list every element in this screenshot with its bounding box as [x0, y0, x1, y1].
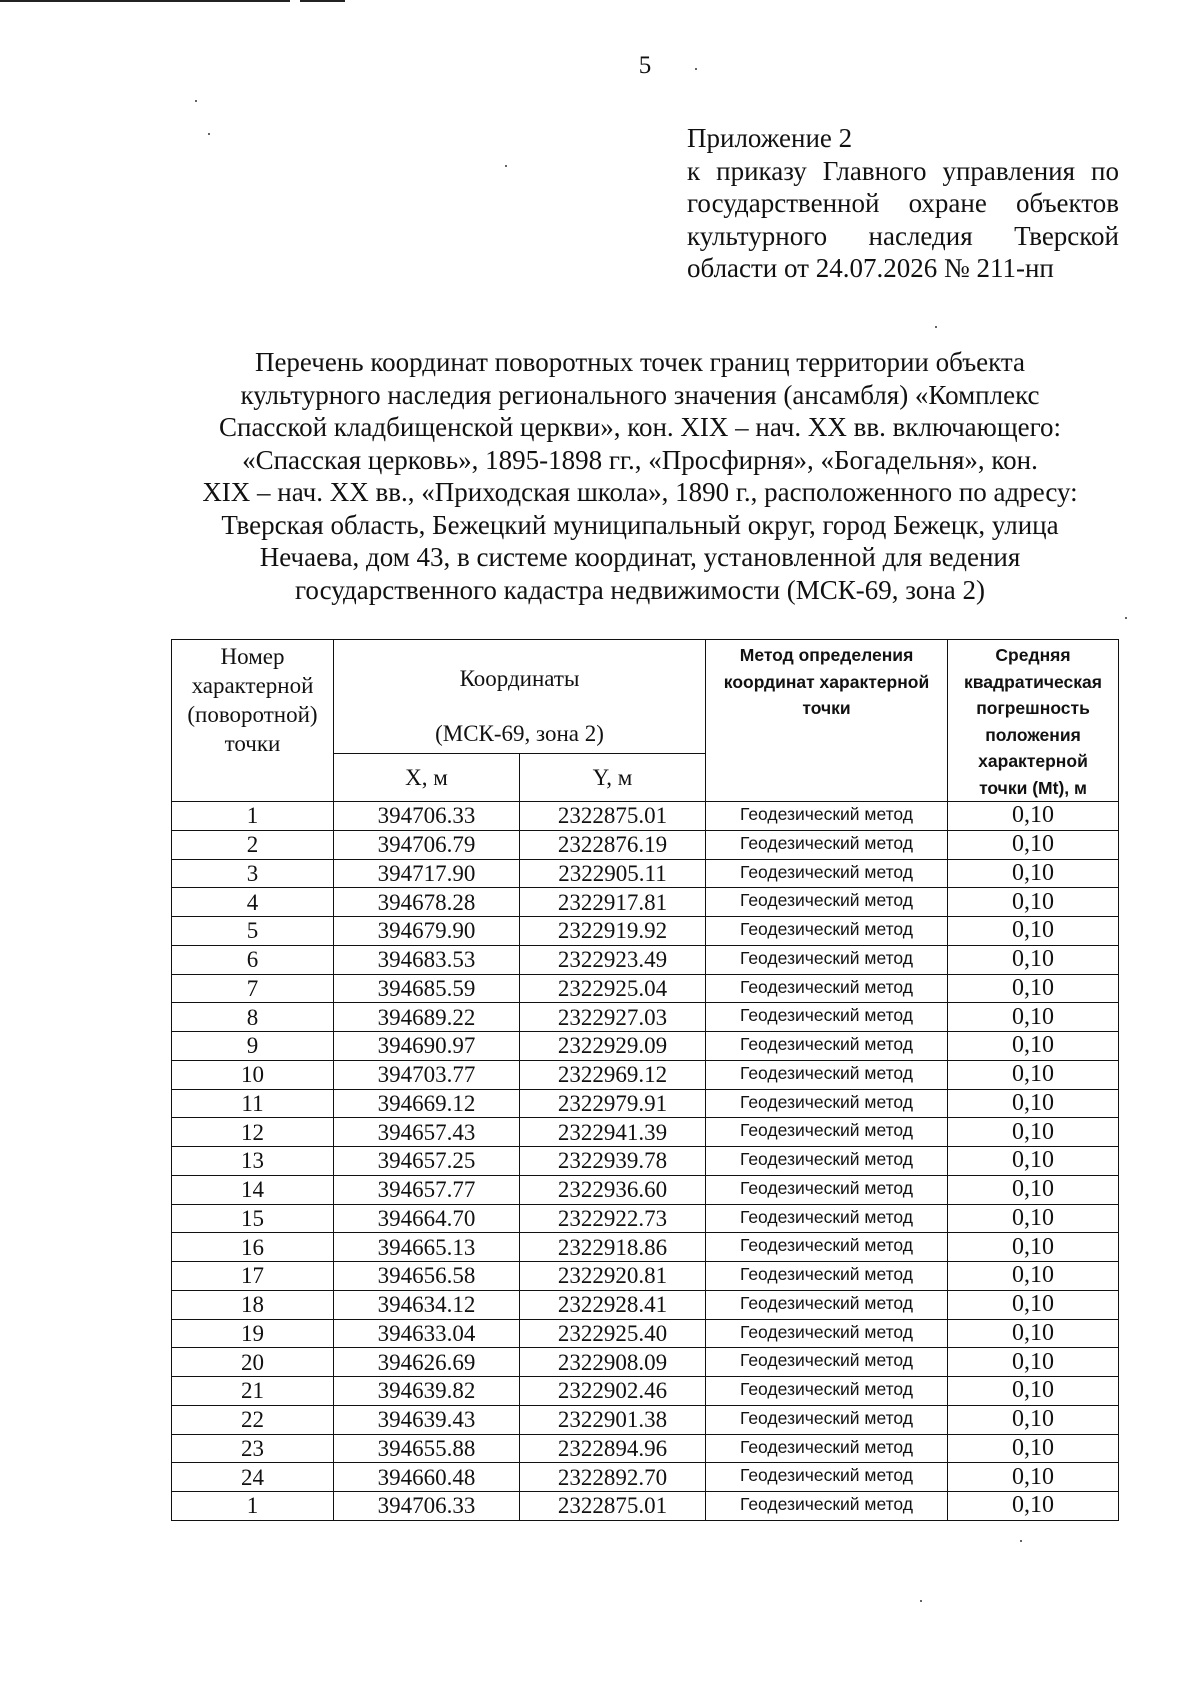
scan-speck	[1020, 1540, 1022, 1542]
table-row	[172, 1089, 1119, 1118]
cell-y: 2322892.70	[520, 1463, 706, 1492]
header-x: X, м	[334, 754, 520, 802]
cell-point-number: 4	[172, 888, 334, 917]
table-row	[172, 1262, 1119, 1291]
cell-method: Геодезический метод	[706, 1377, 948, 1406]
cell-point-number: 2	[172, 830, 334, 859]
cell-x: 394634.12	[334, 1290, 520, 1319]
cell-point-number: 6	[172, 945, 334, 974]
table-row	[172, 1492, 1119, 1521]
cell-error: 0,10	[948, 830, 1119, 859]
cell-error: 0,10	[948, 974, 1119, 1003]
page-number: 5	[638, 52, 652, 79]
table-row	[172, 1233, 1119, 1262]
cell-point-number: 14	[172, 1175, 334, 1204]
cell-error: 0,10	[948, 1032, 1119, 1061]
cell-error: 0,10	[948, 1319, 1119, 1348]
cell-error: 0,10	[948, 1147, 1119, 1176]
cell-method: Геодезический метод	[706, 1175, 948, 1204]
header-method	[706, 640, 948, 802]
scan-speck	[195, 100, 197, 102]
table-row	[172, 1147, 1119, 1176]
header-text: (МСК-69, зона 2)	[435, 721, 604, 746]
cell-x: 394656.58	[334, 1262, 520, 1291]
scan-speck	[920, 1600, 922, 1602]
table-row	[172, 974, 1119, 1003]
table-row	[172, 1319, 1119, 1348]
cell-error: 0,10	[948, 1175, 1119, 1204]
cell-y: 2322925.40	[520, 1319, 706, 1348]
cell-x: 394703.77	[334, 1060, 520, 1089]
scan-speck	[208, 133, 210, 135]
cell-method: Геодезический метод	[706, 1463, 948, 1492]
cell-x: 394626.69	[334, 1348, 520, 1377]
cell-point-number: 1	[172, 802, 334, 831]
cell-point-number: 15	[172, 1204, 334, 1233]
header-y: Y, м	[520, 754, 706, 802]
cell-method: Геодезический метод	[706, 1118, 948, 1147]
header-text: точки (Mt), м	[979, 777, 1087, 798]
cell-error: 0,10	[948, 1003, 1119, 1032]
title-line: государственного кадастра недвижимости (МСК-69, зона 2)	[295, 574, 985, 605]
table-row	[172, 830, 1119, 859]
cell-error: 0,10	[948, 945, 1119, 974]
table-row	[172, 1463, 1119, 1492]
cell-x: 394690.97	[334, 1032, 520, 1061]
table-row	[172, 1348, 1119, 1377]
cell-point-number: 22	[172, 1405, 334, 1434]
cell-point-number: 11	[172, 1089, 334, 1118]
cell-point-number: 18	[172, 1290, 334, 1319]
cell-x: 394655.88	[334, 1434, 520, 1463]
header-text: (поворотной)	[187, 702, 318, 727]
cell-x: 394669.12	[334, 1089, 520, 1118]
cell-method: Геодезический метод	[706, 1262, 948, 1291]
cell-x: 394665.13	[334, 1233, 520, 1262]
header-text: Средняя	[995, 645, 1071, 665]
cell-y: 2322979.91	[520, 1089, 706, 1118]
cell-method: Геодезический метод	[706, 1032, 948, 1061]
cell-method: Геодезический метод	[706, 1204, 948, 1233]
header-text: погрешность	[976, 698, 1090, 718]
cell-method: Геодезический метод	[706, 1492, 948, 1521]
header-text: квадратическая	[964, 671, 1102, 692]
cell-error: 0,10	[948, 1463, 1119, 1492]
scan-edge-mark	[0, 0, 290, 2]
cell-point-number: 13	[172, 1147, 334, 1176]
scan-speck	[505, 165, 507, 167]
cell-y: 2322925.04	[520, 974, 706, 1003]
cell-point-number: 9	[172, 1032, 334, 1061]
cell-method: Геодезический метод	[706, 888, 948, 917]
cell-x: 394717.90	[334, 859, 520, 888]
cell-method: Геодезический метод	[706, 1003, 948, 1032]
scan-edge-mark	[300, 0, 345, 2]
cell-y: 2322941.39	[520, 1118, 706, 1147]
cell-y: 2322908.09	[520, 1348, 706, 1377]
title-line: Нечаева, дом 43, в системе координат, установленной для ведения	[259, 542, 1021, 572]
cell-y: 2322875.01	[520, 802, 706, 831]
cell-error: 0,10	[948, 1492, 1119, 1521]
cell-method: Геодезический метод	[706, 830, 948, 859]
cell-method: Геодезический метод	[706, 1147, 948, 1176]
cell-y: 2322939.78	[520, 1147, 706, 1176]
appendix-block	[687, 122, 1119, 285]
table-row	[172, 1377, 1119, 1406]
header-text: Координаты	[459, 666, 580, 691]
cell-x: 394689.22	[334, 1003, 520, 1032]
cell-error: 0,10	[948, 802, 1119, 831]
cell-error: 0,10	[948, 1348, 1119, 1377]
cell-method: Геодезический метод	[706, 1089, 948, 1118]
document-title	[160, 346, 1120, 606]
cell-y: 2322922.73	[520, 1204, 706, 1233]
cell-y: 2322927.03	[520, 1003, 706, 1032]
title-line: культурного наследия регионального значения (ансамбля) «Комплекс	[240, 379, 1040, 410]
header-text: координат характерной	[723, 671, 930, 692]
cell-x: 394706.33	[334, 1492, 520, 1521]
title-line: Тверская область, Бежецкий муниципальный округ, город Бежецк, улица	[221, 509, 1059, 540]
cell-method: Геодезический метод	[706, 974, 948, 1003]
cell-x: 394664.70	[334, 1204, 520, 1233]
table-row	[172, 1118, 1119, 1147]
table-row	[172, 945, 1119, 974]
table-row	[172, 802, 1119, 831]
table-row	[172, 1032, 1119, 1061]
cell-y: 2322920.81	[520, 1262, 706, 1291]
cell-y: 2322917.81	[520, 888, 706, 917]
cell-error: 0,10	[948, 1405, 1119, 1434]
scan-speck	[935, 326, 937, 328]
cell-y: 2322901.38	[520, 1405, 706, 1434]
table-row	[172, 859, 1119, 888]
scan-speck	[1125, 617, 1127, 619]
title-line: Перечень координат поворотных точек границ территории объекта	[254, 347, 1026, 377]
header-text: характерной	[191, 673, 314, 698]
header-coordinates	[334, 640, 706, 754]
header-text: положения	[985, 724, 1081, 745]
table-row	[172, 1003, 1119, 1032]
cell-x: 394639.43	[334, 1405, 520, 1434]
cell-method: Геодезический метод	[706, 917, 948, 946]
cell-method: Геодезический метод	[706, 1290, 948, 1319]
cell-error: 0,10	[948, 917, 1119, 946]
cell-method: Геодезический метод	[706, 1060, 948, 1089]
cell-method: Геодезический метод	[706, 945, 948, 974]
cell-error: 0,10	[948, 1089, 1119, 1118]
cell-error: 0,10	[948, 1060, 1119, 1089]
cell-point-number: 1	[172, 1492, 334, 1521]
cell-y: 2322905.11	[520, 859, 706, 888]
cell-error: 0,10	[948, 1290, 1119, 1319]
title-line: «Спасская церковь», 1895-1898 гг., «Просфирня», «Богадельня», кон.	[242, 444, 1038, 475]
header-text: характерной	[978, 751, 1088, 771]
cell-error: 0,10	[948, 888, 1119, 917]
title-line: XIX – нач. XX вв., «Приходская школа», 1890 г., расположенного по адресу:	[202, 477, 1078, 507]
scan-speck	[695, 68, 697, 70]
cell-x: 394678.28	[334, 888, 520, 917]
cell-method: Геодезический метод	[706, 859, 948, 888]
cell-y: 2322918.86	[520, 1233, 706, 1262]
header-point-number	[172, 640, 334, 802]
cell-x: 394706.79	[334, 830, 520, 859]
cell-point-number: 10	[172, 1060, 334, 1089]
cell-y: 2322919.92	[520, 917, 706, 946]
cell-point-number: 23	[172, 1434, 334, 1463]
cell-y: 2322876.19	[520, 830, 706, 859]
cell-point-number: 19	[172, 1319, 334, 1348]
table-row	[172, 1060, 1119, 1089]
cell-y: 2322902.46	[520, 1377, 706, 1406]
appendix-line: Приложение 2	[687, 123, 853, 153]
title-line: Спасской кладбищенской церкви», кон. XIX – нач. XX вв. включающего:	[218, 412, 1061, 442]
cell-x: 394657.25	[334, 1147, 520, 1176]
cell-y: 2322928.41	[520, 1290, 706, 1319]
cell-method: Геодезический метод	[706, 1434, 948, 1463]
cell-y: 2322929.09	[520, 1032, 706, 1061]
cell-error: 0,10	[948, 1377, 1119, 1406]
table-row	[172, 888, 1119, 917]
cell-error: 0,10	[948, 1233, 1119, 1262]
cell-point-number: 8	[172, 1003, 334, 1032]
cell-method: Геодезический метод	[706, 1319, 948, 1348]
cell-y: 2322969.12	[520, 1060, 706, 1089]
cell-x: 394639.82	[334, 1377, 520, 1406]
table-row	[172, 917, 1119, 946]
table-row	[172, 1434, 1119, 1463]
cell-x: 394706.33	[334, 802, 520, 831]
cell-x: 394683.53	[334, 945, 520, 974]
cell-error: 0,10	[948, 1262, 1119, 1291]
cell-point-number: 3	[172, 859, 334, 888]
cell-y: 2322936.60	[520, 1175, 706, 1204]
cell-y: 2322923.49	[520, 945, 706, 974]
cell-x: 394657.77	[334, 1175, 520, 1204]
header-error	[948, 640, 1119, 802]
cell-x: 394660.48	[334, 1463, 520, 1492]
table-row	[172, 1175, 1119, 1204]
header-text: Метод определения	[739, 645, 914, 665]
table-row	[172, 1405, 1119, 1434]
cell-error: 0,10	[948, 1434, 1119, 1463]
cell-point-number: 7	[172, 974, 334, 1003]
cell-x: 394657.43	[334, 1118, 520, 1147]
appendix-line: области от 24.07.2026 № 211-нп	[687, 253, 1054, 283]
cell-point-number: 5	[172, 917, 334, 946]
cell-method: Геодезический метод	[706, 1233, 948, 1262]
table-row	[172, 1204, 1119, 1233]
appendix-line: государственной охране объектов	[687, 188, 1119, 218]
cell-method: Геодезический метод	[706, 802, 948, 831]
cell-point-number: 17	[172, 1262, 334, 1291]
header-text: точки	[224, 731, 281, 756]
cell-method: Геодезический метод	[706, 1348, 948, 1377]
cell-x: 394633.04	[334, 1319, 520, 1348]
appendix-line: культурного наследия Тверской	[687, 220, 1119, 251]
cell-error: 0,10	[948, 1118, 1119, 1147]
cell-point-number: 20	[172, 1348, 334, 1377]
cell-point-number: 24	[172, 1463, 334, 1492]
header-text: Номер	[220, 644, 285, 669]
coordinates-table	[171, 639, 1119, 1521]
cell-x: 394679.90	[334, 917, 520, 946]
header-text: точки	[802, 698, 851, 718]
cell-method: Геодезический метод	[706, 1405, 948, 1434]
appendix-line: к приказу Главного управления по	[687, 155, 1119, 186]
cell-error: 0,10	[948, 859, 1119, 888]
cell-point-number: 12	[172, 1118, 334, 1147]
cell-y: 2322894.96	[520, 1434, 706, 1463]
cell-error: 0,10	[948, 1204, 1119, 1233]
cell-point-number: 21	[172, 1377, 334, 1406]
cell-point-number: 16	[172, 1233, 334, 1262]
cell-y: 2322875.01	[520, 1492, 706, 1521]
cell-x: 394685.59	[334, 974, 520, 1003]
table-row	[172, 1290, 1119, 1319]
